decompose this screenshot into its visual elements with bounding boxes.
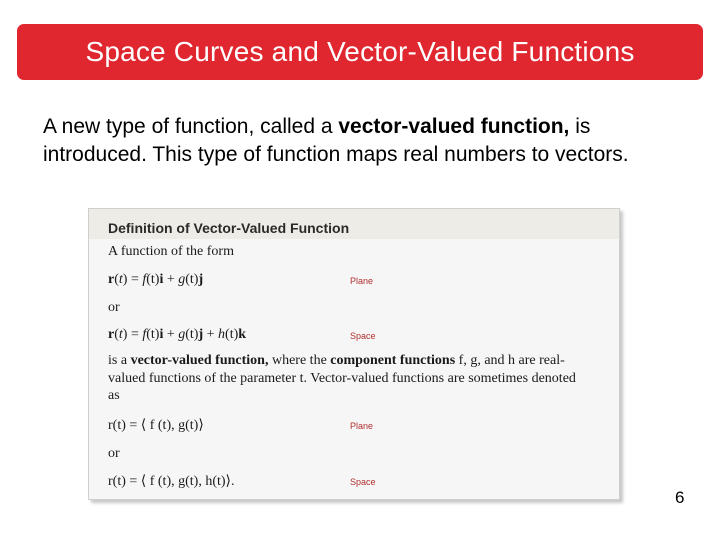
- page-number: 6: [675, 488, 685, 507]
- definition-paragraph: is a vector-valued function, where the component functions f, g, and h are real-valued functions of the parameter t. Vector-valued functions are sometimes denoted as: [108, 353, 576, 403]
- equation-plane-components: r(t) = f(t)i + g(t)j: [108, 272, 204, 287]
- tag-plane-1: Plane: [350, 276, 374, 286]
- slide-title-bar: [17, 24, 703, 80]
- slide-title: Space Curves and Vector-Valued Functions: [85, 36, 635, 67]
- definition-or-1: or: [108, 300, 120, 315]
- equation-space-brackets: r(t) = ⟨ f (t), g(t), h(t)⟩.: [108, 474, 235, 489]
- definition-intro-line: A function of the form: [108, 244, 234, 259]
- tag-space-2: Space: [350, 477, 376, 487]
- tag-plane-2: Plane: [350, 421, 374, 431]
- intro-paragraph: [43, 113, 693, 169]
- intro-text-end: is introduced. This type of function maps real numbers to vectors.: [43, 115, 629, 166]
- equation-space-components: r(t) = f(t)i + g(t)j + h(t)k: [108, 327, 247, 342]
- definition-box: [88, 208, 620, 500]
- intro-bold-term: vector-valued function,: [338, 115, 570, 138]
- tag-space-1: Space: [350, 331, 376, 341]
- intro-text-start: A new type of function, called a: [43, 115, 339, 138]
- equation-plane-brackets: r(t) = ⟨ f (t), g(t)⟩: [108, 418, 204, 433]
- definition-or-2: or: [108, 446, 120, 461]
- definition-heading: Definition of Vector-Valued Function: [108, 220, 350, 236]
